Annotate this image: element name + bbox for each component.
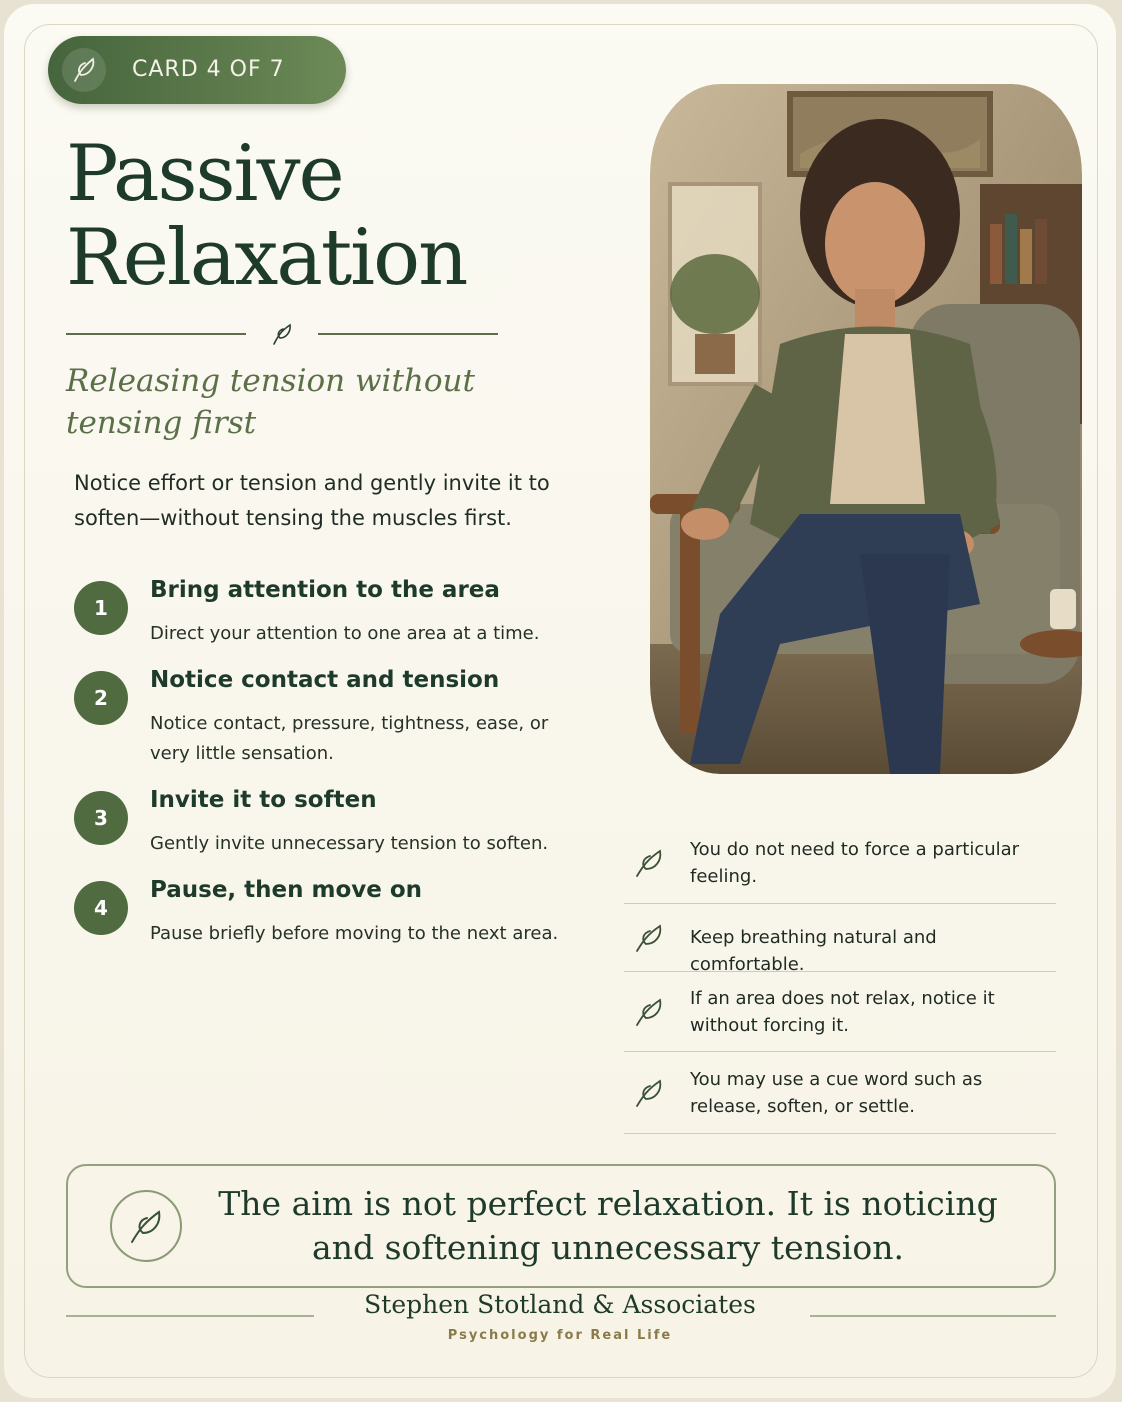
leaf-icon bbox=[110, 1190, 182, 1262]
tip-text: Keep breathing natural and comfortable. bbox=[690, 927, 937, 975]
footer-divider-left bbox=[66, 1315, 314, 1317]
title-line-2: Relaxation bbox=[66, 213, 467, 303]
intro-line-2: soften—without tensing the muscles first. bbox=[74, 506, 512, 530]
title-line-1: Passive bbox=[66, 129, 343, 219]
step-title: Pause, then move on bbox=[150, 877, 423, 903]
card bbox=[4, 4, 1116, 1398]
footer-divider-right bbox=[810, 1315, 1056, 1317]
step-number: 1 bbox=[74, 581, 128, 635]
leaf-icon bbox=[632, 1076, 666, 1110]
card-badge bbox=[48, 36, 346, 104]
step-number: 2 bbox=[74, 671, 128, 725]
step-title: Invite it to soften bbox=[150, 787, 377, 813]
tip-item bbox=[624, 972, 1056, 1052]
card-badge-label: CARD 4 OF 7 bbox=[132, 57, 285, 82]
step-number: 4 bbox=[74, 881, 128, 935]
subtitle-line-2: tensing first bbox=[66, 405, 257, 441]
tip-item bbox=[624, 1052, 1056, 1134]
step-description: Pause briefly before moving to the next area. bbox=[150, 923, 559, 944]
quote-line-2: and softening unnecessary tension. bbox=[312, 1228, 904, 1267]
tip-text: You do not need to force a particular feeling. bbox=[690, 839, 1020, 887]
leaf-icon bbox=[632, 846, 666, 880]
leaf-icon bbox=[62, 48, 106, 92]
quote-text bbox=[208, 1182, 1008, 1270]
quote-line-1: The aim is not perfect relaxation. It is noticing bbox=[218, 1184, 998, 1223]
step-description: Direct your attention to one area at a time. bbox=[150, 623, 540, 644]
step-title: Notice contact and tension bbox=[150, 667, 500, 693]
divider-right bbox=[318, 333, 498, 335]
step-description: Notice contact, pressure, tightness, ease, or very little sensation. bbox=[150, 713, 549, 764]
leaf-icon bbox=[632, 921, 666, 955]
page-title bbox=[66, 129, 586, 303]
tips-list bbox=[624, 822, 1056, 1134]
tip-item bbox=[624, 822, 1056, 904]
step-description: Gently invite unnecessary tension to soften. bbox=[150, 833, 549, 854]
step-number: 3 bbox=[74, 791, 128, 845]
intro-text bbox=[74, 466, 594, 536]
leaf-icon bbox=[632, 995, 666, 1029]
brand-tagline: Psychology for Real Life bbox=[447, 1328, 673, 1343]
tip-text: If an area does not relax, notice it without forcing it. bbox=[690, 988, 995, 1036]
subtitle-line-1: Releasing tension without bbox=[66, 363, 475, 399]
step-title: Bring attention to the area bbox=[150, 577, 500, 603]
woman-in-armchair-illustration bbox=[650, 84, 1082, 774]
divider-left bbox=[66, 333, 246, 335]
tip-item bbox=[624, 904, 1056, 975]
leaf-icon bbox=[270, 322, 294, 346]
brand-name: Stephen Stotland & Associates bbox=[364, 1290, 756, 1319]
quote-box bbox=[66, 1164, 1056, 1288]
tip-text: You may use a cue word such as release, soften, or settle. bbox=[690, 1069, 983, 1117]
page-subtitle bbox=[66, 360, 586, 444]
intro-line-1: Notice effort or tension and gently invite it to bbox=[74, 471, 550, 495]
